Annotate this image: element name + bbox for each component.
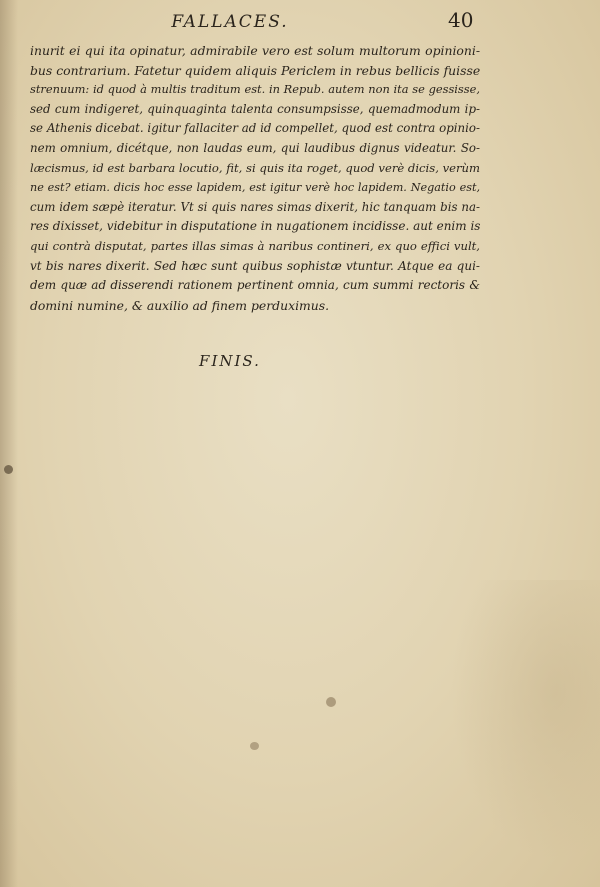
text-line: dem quæ ad disserendi rationem pertinent omnia, cum summi rectoris &: [30, 278, 480, 293]
ink-spot: [4, 465, 13, 474]
gutter-shadow: [0, 0, 18, 887]
text-line: vt bis nares dixerit. Sed hæc sunt quibus sophistæ vtuntur. Atque ea qui-: [30, 258, 480, 273]
text-line: læcismus, id est barbara locutio, fit, si quis ita roget, quod verè dicis, verùm: [30, 160, 480, 175]
text-line: ne est? etiam. dicis hoc esse lapidem, est igitur verè hoc lapidem. Negatio est,: [30, 181, 480, 195]
text-line: sed cum indigeret, quinquaginta talenta consumpsisse, quemadmodum ip-: [30, 101, 480, 116]
ink-spot: [326, 697, 336, 707]
text-line: cum idem sæpè iteratur. Vt si quis nares simas dixerit, hic tanquam bis na-: [30, 199, 480, 214]
show-through-stain: [450, 580, 600, 860]
ink-spot: [250, 742, 259, 750]
text-line: res dixisset, videbitur in disputatione in nugationem incidisse. aut enim is: [30, 219, 481, 234]
running-head: FALLACES.: [171, 12, 289, 32]
text-line: qui contrà disputat, partes illas simas à naribus contineri, ex quo effici vult,: [30, 238, 480, 253]
text-line: se Athenis dicebat. igitur fallaciter ad id compellet, quod est contra opinio-: [30, 121, 480, 136]
text-line: bus contrarium. Fatetur quidem aliquis Periclem in rebus bellicis fuisse: [30, 62, 481, 78]
text-line: inurit ei qui ita opinatur, admirabile vero est solum multorum opinioni-: [30, 43, 480, 58]
body-text: [30, 41, 480, 315]
text-line: strenuum: id quod à multis traditum est. in Repub. autem non ita se gessisse,: [30, 82, 480, 97]
finis-label: FINIS.: [199, 352, 261, 370]
text-line: domini numine, & auxilio ad finem perduximus.: [30, 297, 330, 313]
text-line: nem omnium, dicétque, non laudas eum, qui laudibus dignus videatur. So-: [30, 140, 480, 155]
page-number: 40: [448, 8, 474, 32]
